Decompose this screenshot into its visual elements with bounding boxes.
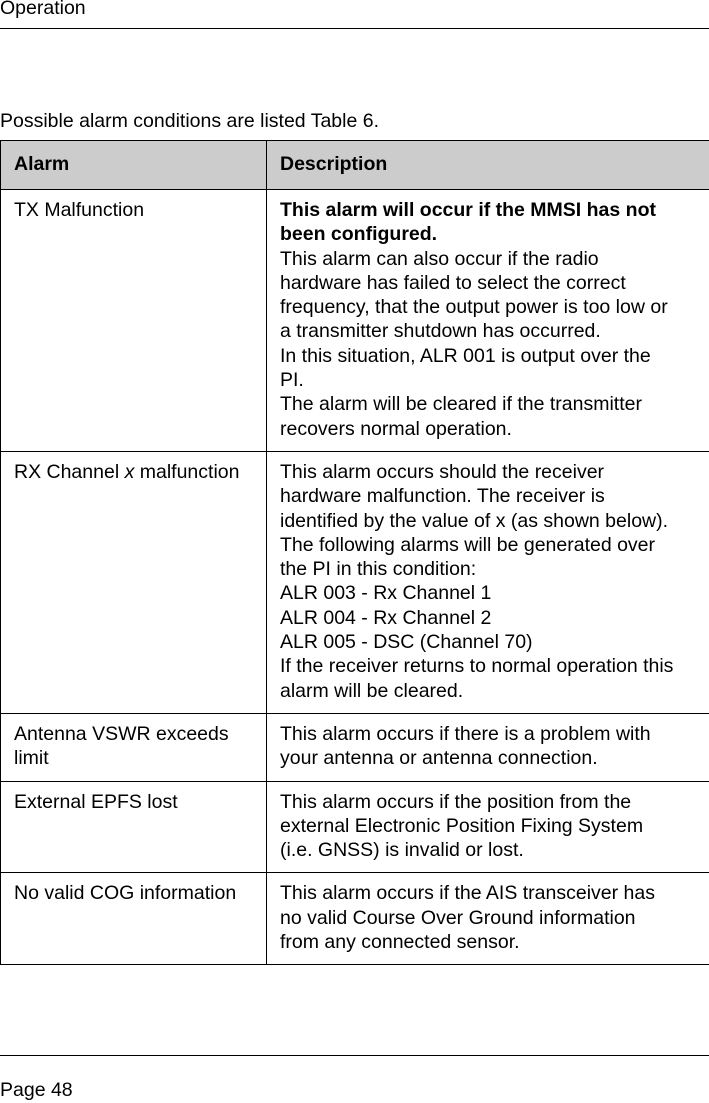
alarm-text-post: malfunction [134, 460, 240, 483]
table-row [1, 873, 709, 965]
description-line: hardware has failed to select the correct [280, 271, 626, 294]
description-line: been configured. [280, 223, 438, 246]
description-line: PI. [280, 369, 304, 392]
description-line: ALR 004 - Rx Channel 2 [280, 606, 492, 629]
description-line: This alarm will occur if the MMSI has not [280, 199, 656, 221]
description-line: This alarm can also occur if the radio [280, 247, 599, 270]
intro-paragraph: Possible alarm conditions are listed Table 6. [0, 109, 380, 132]
description-cell [267, 713, 709, 781]
description-line: (i.e. GNSS) is invalid or lost. [280, 839, 524, 862]
description-line: external Electronic Position Fixing System [280, 814, 644, 837]
description-line: alarm will be cleared. [280, 679, 464, 702]
description-cell [267, 873, 709, 965]
description-line: This alarm occurs if there is a problem with [280, 722, 651, 745]
description-line: ALR 005 - DSC (Channel 70) [280, 631, 533, 654]
alarm-line: limit [14, 747, 49, 770]
alarm-cell: No valid COG information [1, 873, 267, 965]
alarm-cell: External EPFS lost [1, 781, 267, 873]
table-row [1, 451, 709, 713]
alarm-cell [1, 451, 267, 713]
description-line: frequency, that the output power is too low or [280, 296, 668, 319]
alarm-cell [1, 713, 267, 781]
page-footer [0, 1055, 709, 1101]
description-cell [267, 781, 709, 873]
description-line: This alarm occurs should the receiver [280, 460, 605, 483]
description-line: a transmitter shutdown has occurred. [280, 320, 601, 343]
alarm-table [0, 140, 709, 965]
description-line: If the receiver returns to normal operation this [280, 655, 674, 678]
table-header-row [1, 141, 709, 190]
description-cell [267, 451, 709, 713]
column-header-description: Description [267, 141, 709, 190]
description-cell [267, 190, 709, 452]
description-line: the PI in this condition: [280, 558, 477, 581]
column-header-alarm: Alarm [1, 141, 267, 190]
alarm-variable: x [124, 460, 135, 483]
section-title: Operation [0, 0, 86, 19]
page-header [0, 0, 709, 29]
description-line: no valid Course Over Ground information [280, 906, 636, 929]
description-line: This alarm occurs if the position from the [280, 790, 632, 813]
description-line: from any connected sensor. [280, 931, 520, 954]
table-row [1, 190, 709, 452]
alarm-cell: TX Malfunction [1, 190, 267, 452]
table-row [1, 781, 709, 873]
alarm-text-pre: RX Channel [14, 460, 125, 483]
description-line: ALR 003 - Rx Channel 1 [280, 582, 492, 605]
description-line: identified by the value of x (as shown below). [280, 509, 669, 532]
description-line: your antenna or antenna connection. [280, 747, 598, 770]
description-line: In this situation, ALR 001 is output over the [280, 344, 651, 367]
alarm-line: Antenna VSWR exceeds [14, 722, 229, 745]
description-line: This alarm occurs if the AIS transceiver has [280, 882, 655, 905]
description-line: recovers normal operation. [280, 417, 512, 440]
page-number: Page 48 [0, 1079, 73, 1101]
description-line: hardware malfunction. The receiver is [280, 485, 605, 508]
description-line: The alarm will be cleared if the transmitter [280, 393, 642, 416]
description-line: The following alarms will be generated over [280, 533, 656, 556]
table-row [1, 713, 709, 781]
